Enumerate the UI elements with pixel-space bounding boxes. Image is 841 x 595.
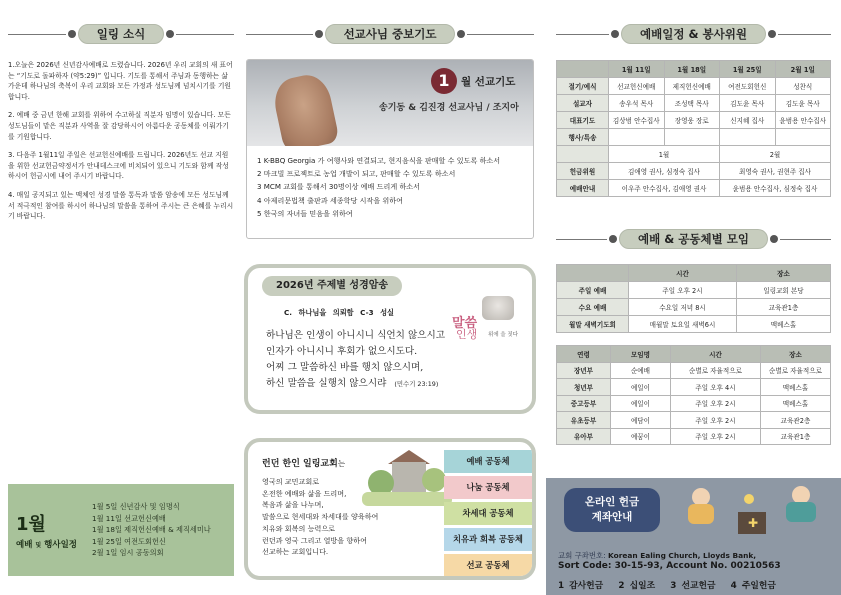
meeting-header — [556, 229, 831, 249]
row-label: 설교자 — [557, 95, 609, 112]
cell: 윤범용 안수집사, 심정숙 집사 — [720, 180, 831, 197]
row-label: 주일 예배 — [557, 282, 629, 299]
cell: 주일 오후 4시 — [671, 379, 761, 396]
verse-section-name: C. 하나님을 의뢰함 — [284, 308, 354, 317]
table-row — [557, 129, 831, 146]
row-label: 헌금위원 — [557, 163, 609, 180]
cell: 김도윤 목사 — [775, 95, 831, 112]
account-code: Sort Code: 30-15-93, Account No. 00210563 — [558, 561, 781, 571]
table-row — [557, 163, 831, 180]
praying-hands-image — [247, 60, 533, 146]
method-item: 1 감사헌금 — [558, 581, 604, 591]
cell: 맥베스홀 — [761, 395, 831, 412]
ministry-nextgen: 차세대 공동체 — [444, 502, 532, 525]
col-header: 모임명 — [611, 346, 671, 363]
month-label: 1월 — [16, 514, 46, 535]
duty-date: 1월 11일 — [609, 61, 665, 78]
deco-word-1: 말씀 — [452, 316, 478, 331]
vision-line: 복음과 삶을 나누며, — [262, 500, 324, 510]
col-header: 시간 — [629, 265, 737, 282]
verse-card-title: 2026년 주제별 성경암송 — [262, 276, 402, 296]
verse-subsection: C-3 성실 — [360, 308, 394, 317]
table-row — [557, 316, 831, 333]
row-label: 장년부 — [557, 362, 611, 379]
table-row — [557, 362, 831, 379]
cell: 예꿈이 — [611, 428, 671, 445]
ministry-list — [444, 450, 532, 580]
church-title — [262, 456, 345, 469]
news-header-title: 일링 소식 — [78, 24, 164, 44]
schedule-item: 1월 18일 제직헌신예배 & 제직세미나 — [92, 525, 211, 535]
offering-methods — [558, 578, 776, 591]
vision-line: 런던과 영국 그리고 열방을 향하여 — [262, 535, 367, 545]
church-building — [392, 462, 426, 494]
cell: 김도윤 목사 — [720, 95, 776, 112]
verse-ref: (민수기 23:19) — [394, 380, 439, 388]
schedule-item: 1월 11일 선교헌신예배 — [92, 513, 166, 523]
table-row — [557, 412, 831, 429]
news-item-4: 4. 매일 공지되고 있는 맥체인 성경 말씀 통독과 말씀 암송에 모든 성도님께서 적극적인 참여를 하시어 하나님의 말씀을 통하여 주시는 큰 은혜를 누리시기 바랍니다. — [8, 190, 234, 221]
duty-header — [556, 24, 831, 44]
method-item: 4 주일헌금 — [730, 581, 776, 591]
method-item: 2 십일조 — [618, 581, 656, 591]
table-row — [557, 78, 831, 95]
news-list — [8, 60, 234, 230]
duty-date: 1월 18일 — [664, 61, 720, 78]
month-badge: 1 — [431, 68, 457, 94]
table-row — [557, 379, 831, 396]
cell: 장영웅 장로 — [664, 112, 720, 129]
cell: 교육관2층 — [761, 412, 831, 429]
table-row — [557, 112, 831, 129]
vision-line: 선교하는 교회입니다. — [262, 547, 329, 557]
row-label — [557, 146, 609, 163]
account-label: 교회 구좌번호: — [558, 551, 606, 560]
cell: 교육관1층 — [761, 428, 831, 445]
cell: 최영숙 권사, 권현주 집사 — [720, 163, 831, 180]
schedule-item: 1월 5일 신년감사 및 임명식 — [92, 502, 180, 512]
table-row — [557, 395, 831, 412]
deco-word-2: 인생 — [456, 328, 478, 341]
worship-corner — [557, 265, 629, 282]
group-table — [556, 345, 831, 445]
prayer-item: 2 마크빌 프로젝트로 농업 개발이 되고, 판매할 수 있도록 하소서 — [257, 169, 456, 179]
prayer-item: 3 MCM 교회를 통해서 30명이상 예배 드리게 하소서 — [257, 182, 421, 192]
cell: 일링교회 본당 — [737, 282, 831, 299]
table-row — [557, 146, 831, 163]
row-label: 절기/예식 — [557, 78, 609, 95]
cell: 예일이 — [611, 379, 671, 396]
month-cell: 1월 — [609, 146, 720, 163]
deco-word-3: 위에 을 짓다 — [488, 332, 519, 338]
mission-card — [246, 59, 534, 239]
duty-corner — [557, 61, 609, 78]
duty-header-title: 예배일정 & 봉사위원 — [621, 24, 766, 44]
cell: 매월말 토요일 새벽6시 — [629, 316, 737, 333]
cell — [775, 129, 831, 146]
verse-line: 어찌 그 말씀하신 바를 행치 않으시며, — [266, 362, 424, 373]
schedule-label-b: 행사일정 — [44, 540, 78, 550]
schedule-label — [16, 538, 92, 550]
online-title-line2: 계좌안내 — [591, 511, 633, 523]
news-item-3: 3. 다음주 1월11일 주일은 선교헌신예배를 드립니다. 2026년도 선교 지원을 위한 선교헌금약정서가 안내데스크에 비치되어 있으니 기도와 함께 작성하시어 헌금시에 내어 주시기 바랍니다. — [8, 151, 229, 181]
cell: 김애영 권사, 심정숙 집사 — [609, 163, 720, 180]
missionary-names: 송기동 & 김진경 선교사님 / 조지아 — [379, 103, 519, 113]
row-label: 행사/특송 — [557, 129, 609, 146]
cell — [609, 129, 665, 146]
vision-line: 치유와 회복의 능력으로 — [262, 523, 336, 533]
month-schedule — [8, 484, 234, 576]
online-offering — [546, 478, 841, 595]
cross-icon: ✚ — [748, 516, 759, 530]
cell: 순별로 자율적으로 — [761, 362, 831, 379]
row-label: 월말 새벽기도회 — [557, 316, 629, 333]
prayer-item: 4 아제리문법책 출판과 세종학당 시작을 위하여 — [257, 195, 403, 205]
cell: 김상범 안수집사 — [609, 112, 665, 129]
row-label: 중고등부 — [557, 395, 611, 412]
row-label: 대표기도 — [557, 112, 609, 129]
row-label: 유아부 — [557, 428, 611, 445]
duty-date: 1월 25일 — [720, 61, 776, 78]
coin-icon — [744, 494, 754, 504]
online-offering-title — [564, 488, 660, 532]
col-header: 시간 — [671, 346, 761, 363]
ministry-sharing: 나눔 공동체 — [444, 476, 532, 499]
mission-header-title: 선교사님 중보기도 — [325, 24, 456, 44]
account-info — [558, 550, 781, 572]
table-row — [557, 428, 831, 445]
schedule-item: 1월 25일 여전도회헌신 — [92, 536, 166, 546]
duty-table — [556, 60, 831, 197]
cell: 조성택 목사 — [664, 95, 720, 112]
verse-line: 하신 말씀을 실행치 않으시랴 — [266, 378, 387, 389]
cell: 신지혜 집사 — [720, 112, 776, 129]
mission-header — [246, 24, 534, 44]
cell: 제직헌신예배 — [664, 78, 720, 95]
offering-illustration — [682, 482, 832, 540]
row-label: 유초등부 — [557, 412, 611, 429]
hands-shape — [270, 71, 340, 146]
cell: 성찬식 — [775, 78, 831, 95]
verse-section — [284, 308, 394, 318]
news-item-1: 1.오늘은 2026년 신년감사예배로 드렸습니다. 2026년 우리 교회의 새 표어는 “기도로 돌파하자 (약5:29)” 입니다. 기도를 통해서 주님과 동행하는 삶 가운데 하나님의 축복이 우리 교회와 모든 가정과 성도님께 넘치시기를 기원합니다. — [8, 61, 233, 101]
table-row — [557, 282, 831, 299]
child-body — [688, 504, 714, 524]
cell: 여전도회헌신 — [720, 78, 776, 95]
verse-line-last — [266, 376, 445, 392]
cell: 주일 오후 2시 — [671, 428, 761, 445]
row-label: 예배안내 — [557, 180, 609, 197]
cup-icon — [482, 296, 514, 320]
schedule-label-a: 예배 — [16, 540, 33, 550]
ministry-worship: 예배 공동체 — [444, 450, 532, 473]
news-header — [8, 24, 234, 44]
child-body — [786, 502, 816, 522]
cell: 주일 오후 2시 — [629, 282, 737, 299]
table-row — [557, 180, 831, 197]
cell: 윤범용 안수집사 — [775, 112, 831, 129]
row-label: 청년부 — [557, 379, 611, 396]
verse-line: 인자가 아니시니 후회가 없으시도다. — [266, 346, 418, 357]
cell: 주일 오후 2시 — [671, 395, 761, 412]
tree-icon — [422, 468, 446, 492]
church-vision — [262, 476, 378, 558]
cell: 예일이 — [611, 395, 671, 412]
ministry-mission: 선교 공동체 — [444, 554, 532, 577]
cell: 맥베스홀 — [761, 379, 831, 396]
cell: 선교헌신예배 — [609, 78, 665, 95]
verse-line: 하나님은 인생이 아니시니 식언치 않으시고 — [266, 330, 446, 341]
ministry-healing: 치유과 회복 공동체 — [444, 528, 532, 551]
church-card — [244, 438, 536, 580]
verse-card — [244, 264, 536, 414]
cell: 예담이 — [611, 412, 671, 429]
col-header: 장소 — [737, 265, 831, 282]
cell: 순예배 — [611, 362, 671, 379]
cell: 교육관1층 — [737, 299, 831, 316]
cell: 주일 오후 2시 — [671, 412, 761, 429]
cell: 송우석 목사 — [609, 95, 665, 112]
meeting-header-title: 예배 & 공동체별 모임 — [619, 229, 768, 249]
table-row — [557, 299, 831, 316]
verse-deco-image — [452, 290, 522, 346]
church-title-suffix: 는 — [337, 459, 346, 468]
mission-title: 월 선교기도 — [461, 76, 516, 88]
col-header: 연령 — [557, 346, 611, 363]
schedule-label-and: 및 — [35, 542, 42, 549]
prayer-item: 5 한국의 자녀들 믿음을 위하여 — [257, 208, 353, 218]
cell — [664, 129, 720, 146]
col-header: 장소 — [761, 346, 831, 363]
cell: 수요일 저녁 8시 — [629, 299, 737, 316]
duty-date: 2월 1일 — [775, 61, 831, 78]
news-item-2: 2. 예배 중 금년 한해 교회를 위하여 수고하실 직분자 임명이 있습니다. 모든 성도님들이 맡은 직분과 사역을 잘 감당하시어 아름다운 공동체를 이뤄가기를 기원합니다. — [8, 111, 231, 141]
cell — [720, 129, 776, 146]
verse-text — [266, 328, 445, 392]
vision-line: 말씀으로 현세대와 차세대를 양육하여 — [262, 512, 379, 522]
cell: 맥베스홀 — [737, 316, 831, 333]
worship-table — [556, 264, 831, 333]
cell: 이우주 안수집사, 김애영 권사 — [609, 180, 720, 197]
schedule-item: 2월 1일 임시 공동의회 — [92, 548, 164, 558]
vision-line: 영국의 교민교회로 — [262, 477, 320, 486]
prayer-item: 1 K-BBQ Georgia 가 여행사와 연결되고, 현지음식을 판매할 수 있도록 하소서 — [257, 156, 501, 165]
table-row — [557, 95, 831, 112]
account-name: Korean Ealing Church, Lloyds Bank, — [608, 551, 757, 560]
vision-line: 온전한 예배와 삶을 드리며, — [262, 488, 347, 498]
row-label: 수요 예배 — [557, 299, 629, 316]
month-cell: 2월 — [720, 146, 831, 163]
cell: 순별로 자율적으로 — [671, 362, 761, 379]
church-name: 런던 한인 일링교회 — [262, 459, 338, 469]
method-item: 3 선교헌금 — [670, 581, 716, 591]
online-title-line1: 온라인 헌금 — [584, 496, 640, 508]
